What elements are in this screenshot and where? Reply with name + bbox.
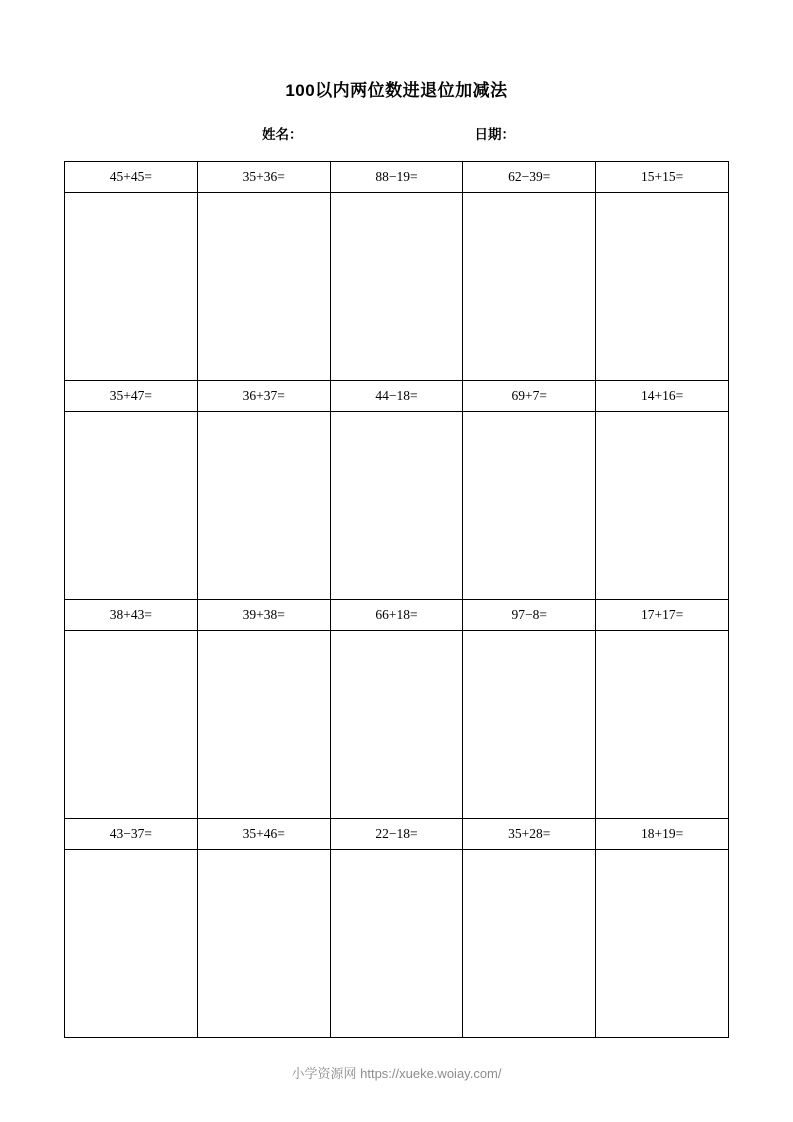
name-label: 姓名： (262, 127, 303, 142)
problem-cell: 97−8= (463, 600, 596, 631)
problem-cell: 22−18= (330, 819, 463, 850)
table-row (65, 631, 729, 819)
work-area-cell[interactable] (463, 850, 596, 1038)
work-area-cell[interactable] (330, 412, 463, 600)
work-area-cell[interactable] (330, 193, 463, 381)
problem-cell: 45+45= (65, 162, 198, 193)
work-area-cell[interactable] (330, 850, 463, 1038)
problem-cell: 14+16= (596, 381, 729, 412)
problem-cell: 38+43= (65, 600, 198, 631)
problem-cell: 88−19= (330, 162, 463, 193)
work-area-cell[interactable] (463, 412, 596, 600)
table-row (65, 162, 729, 193)
work-area-cell[interactable] (463, 631, 596, 819)
work-area-cell[interactable] (596, 631, 729, 819)
work-area-cell[interactable] (197, 412, 330, 600)
table-row (65, 381, 729, 412)
work-area-cell[interactable] (197, 850, 330, 1038)
work-area-cell[interactable] (65, 850, 198, 1038)
problem-cell: 36+37= (197, 381, 330, 412)
problem-cell: 17+17= (596, 600, 729, 631)
problem-cell: 66+18= (330, 600, 463, 631)
table-row (65, 850, 729, 1038)
date-label: 日期： (474, 127, 515, 142)
problem-cell: 35+36= (197, 162, 330, 193)
work-area-cell[interactable] (463, 193, 596, 381)
work-area-cell[interactable] (596, 412, 729, 600)
work-area-cell[interactable] (65, 631, 198, 819)
table-row (65, 600, 729, 631)
problem-cell: 35+46= (197, 819, 330, 850)
problem-cell: 18+19= (596, 819, 729, 850)
problems-table (64, 161, 729, 1038)
problem-cell: 43−37= (65, 819, 198, 850)
problem-cell: 69+7= (463, 381, 596, 412)
problem-cell: 44−18= (330, 381, 463, 412)
problem-cell: 39+38= (197, 600, 330, 631)
work-area-cell[interactable] (197, 193, 330, 381)
work-area-cell[interactable] (65, 193, 198, 381)
problem-cell: 35+47= (65, 381, 198, 412)
work-area-cell[interactable] (596, 850, 729, 1038)
meta-row (0, 123, 793, 143)
problem-cell: 62−39= (463, 162, 596, 193)
page-title: 100以内两位数进退位加减法 (285, 81, 508, 100)
work-area-cell[interactable] (596, 193, 729, 381)
footer-watermark: 小学资源网 https://xueke.woiay.com/ (291, 1066, 502, 1081)
table-row (65, 819, 729, 850)
problem-cell: 15+15= (596, 162, 729, 193)
problem-cell: 35+28= (463, 819, 596, 850)
table-row (65, 412, 729, 600)
table-row (65, 193, 729, 381)
work-area-cell[interactable] (65, 412, 198, 600)
work-area-cell[interactable] (330, 631, 463, 819)
work-area-cell[interactable] (197, 631, 330, 819)
